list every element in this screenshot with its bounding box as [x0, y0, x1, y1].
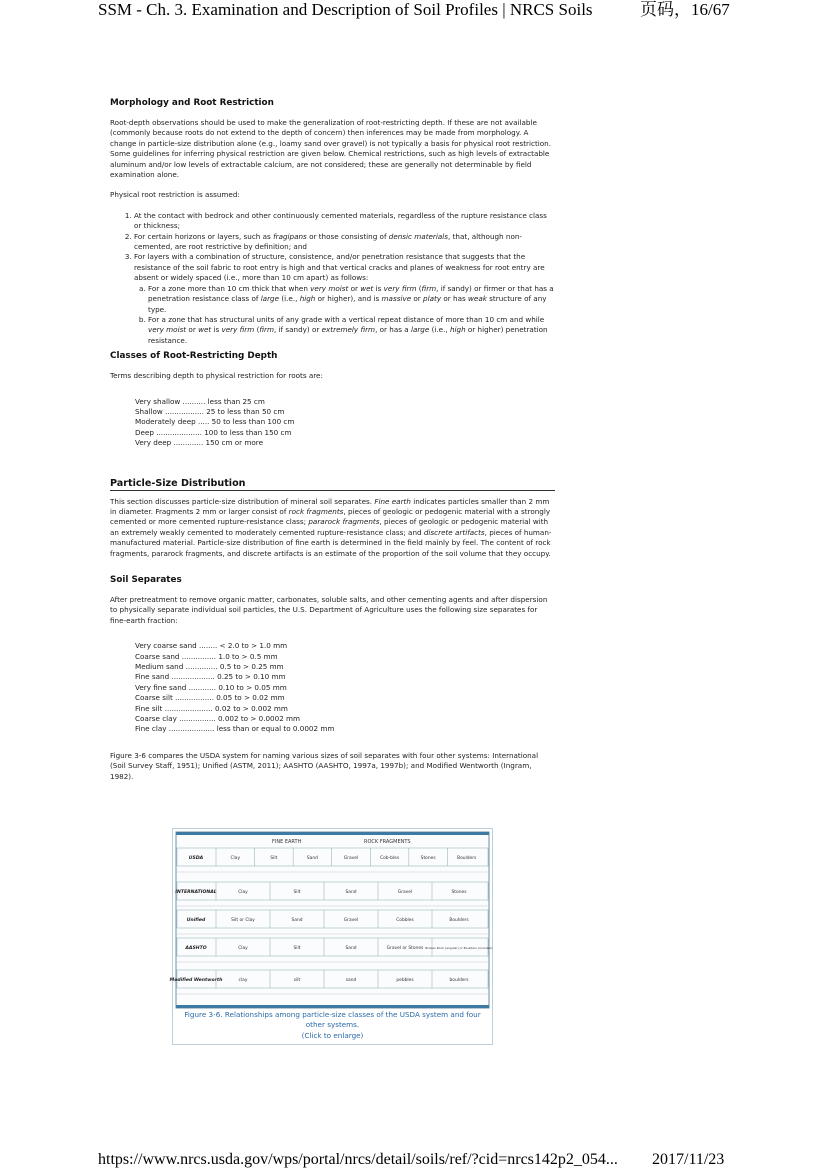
- chart-cell-label: Gravel: [343, 918, 359, 923]
- chart-cell-label: Silt: [293, 946, 301, 951]
- list-item: Shallow ................. 25 to less than 50 cm: [135, 406, 285, 416]
- list-item: Moderately deep ..... 50 to less than 100 cm: [135, 417, 295, 427]
- list-item: Coarse silt ................. 0.05 to > 0.02 mm: [135, 693, 285, 703]
- morphology-paragraph: Root-depth observations should be used to make the generalization of root-restricting depth. If these are not available (commonly because roots do not extend to the depth of concern) then inferences may be made from morphology. A change in particle-size distribution alone (e.g., loamy sand over gravel) is not typically a basis for physical root restriction. Some guidelines for inferring physical restriction are given below. Chemical restrictions, such as high levels of extractable aluminum and/or low levels of extractable calcium, are not considered; these are generally not determinable by field examination alone.: [110, 118, 551, 180]
- figure-caption: [173, 1010, 492, 1041]
- separates-list: [135, 641, 555, 735]
- chart-cell-label: Cob-bles: [380, 856, 400, 861]
- chart-cell-label: Sand: [345, 946, 357, 951]
- heading-classes: Classes of Root-Restricting Depth: [110, 351, 278, 362]
- list-item: 1. At the contact with bedrock and other continuously cemented materials, regardless of the rupture resistance class or thickness;: [134, 211, 555, 232]
- particle-size-paragraph: This section discusses particle-size distribution of mineral soil separates. Fine earth indicates particles smaller than 2 mm in diameter. Fragments 2 mm or larger consist of rock fragments, pieces of geologic or pedogenic material with a strongly cemented or more cemented rupture-resistance class; pararock fragments, pieces of geologic or pedogenic material with an extremely weakly cemented to moderately cemented rupture-resistance class; and discrete artifacts, pieces of human-manufactured material. Particle-size distribution of fine earth is determined in the field mainly by feel. The content of rock fragments, pararock fragments, and discrete artifacts is an estimate of the proportion of the soil volume that they occupy.: [110, 496, 552, 558]
- figure-reference-paragraph: Figure 3-6 compares the USDA system for naming various sizes of soil separates with four other systems: International (Soil Survey Staff, 1951); Unified (ASTM, 2011); AASHTO (AASHTO, 1997a, 1997b); and Modified Wentworth (Ingram, 1982).: [110, 750, 539, 781]
- page-number: 页码，16/67: [640, 0, 730, 19]
- chart-cell-label: Gravel or Stones: [386, 946, 424, 951]
- chart-top-label: FINE EARTH: [272, 839, 302, 845]
- chart-cell-label: Silt: [293, 890, 301, 895]
- article-content: [110, 97, 555, 782]
- click-to-enlarge-link[interactable]: (Click to enlarge): [301, 1030, 364, 1040]
- heading-morphology: Morphology and Root Restriction: [110, 98, 274, 108]
- heading-soil-separates: Soil Separates: [110, 575, 182, 585]
- particle-size-chart-image[interactable]: [169, 832, 493, 1008]
- sub-list: [134, 284, 555, 346]
- list-item: Fine silt ..................... 0.02 to > 0.002 mm: [135, 703, 288, 713]
- list-item: Medium sand .............. 0.5 to > 0.25 mm: [135, 662, 284, 672]
- page-footer-date: 2017/11/23: [652, 1151, 725, 1168]
- page-footer-url: https://www.nrcs.usda.gov/wps/portal/nrcs/detail/soils/ref/?cid=nrcs142p2_054...: [98, 1151, 618, 1168]
- chart-cell-label: Silt: [270, 856, 278, 861]
- chart-cell-label: Boulders: [457, 856, 477, 861]
- separates-paragraph: After pretreatment to remove organic matter, carbonates, soluble salts, and other cementing agents and after dispersion to physically separate individual soil particles, the U.S. Department of Agriculture uses the following size separates for fine-earth fraction:: [110, 595, 548, 625]
- chart-row-label: Modified Wentworth: [169, 978, 223, 983]
- caption-line: Figure 3-6. Relationships among particle-size classes of the USDA system and four: [184, 1010, 481, 1019]
- caption-line: other systems.: [305, 1020, 360, 1030]
- list-item: Very shallow .......... less than 25 cm: [135, 396, 265, 406]
- chart-cell-label: Silt or Clay: [231, 918, 255, 923]
- chart-cell-label: Clay: [230, 856, 241, 861]
- chart-cell-label: Broken Rock (angular) or Boulders (rounded): [425, 946, 493, 950]
- chart-row-label: INTERNATIONAL: [175, 890, 217, 895]
- chart-cell-label: sand: [345, 978, 357, 983]
- list-item: 3. For layers with a combination of structure, consistence, and/or penetration resistance that suggests that the resistance of the soil fabric to root entry is high and that vertical cracks and planes of weakness for root entry are absent or widely spaced (i.e., more than 10 cm apart) as follows: a. For a zone more than 10 cm thick that when very moist or wet is very firm (firm, if sandy) or firmer or that has a penetration resistance class of large (i.e., high or higher), and is massive or platy or has weak structure of any type. b. For a zone that has structural units of any grade with a vertical repeat distance of more than 10 cm and while very moist or wet is very firm (firm, if sandy) or extremely firm, or has a large (i.e., high or higher) penetration resistance.: [134, 252, 555, 346]
- classes-intro: Terms describing depth to physical restriction for roots are:: [110, 371, 323, 381]
- chart-cell-label: Boulders: [449, 918, 469, 923]
- root-restriction-intro: Physical root restriction is assumed:: [110, 190, 240, 200]
- heading-particle-size: Particle-Size Distribution: [110, 478, 555, 491]
- chart-cell-label: pebbles: [396, 978, 414, 983]
- figure-3-6[interactable]: [169, 828, 493, 1045]
- root-restriction-list: [110, 211, 555, 346]
- chart-cell-label: Stones: [420, 856, 436, 861]
- chart-cell-label: Cobbles: [396, 918, 414, 923]
- list-item: Coarse clay ................ 0.002 to > 0.0002 mm: [135, 714, 301, 724]
- chart-cell-label: Gravel: [397, 890, 413, 895]
- page-header-title: SSM - Ch. 3. Examination and Description of Soil Profiles | NRCS Soils: [98, 0, 593, 19]
- chart-cell-label: silt: [293, 978, 301, 983]
- chart-top-label: ROCK FRAGMENTS: [364, 839, 411, 845]
- chart-cell-label: boulders: [449, 978, 469, 983]
- list-item: Very deep ............. 150 cm or more: [135, 438, 264, 448]
- chart-cell-label: Sand: [291, 918, 303, 923]
- chart-cell-label: Gravel: [343, 856, 359, 861]
- chart-cell-label: Clay: [238, 946, 248, 951]
- chart-row-label: Unified: [186, 918, 206, 923]
- depth-class-list: [135, 397, 555, 449]
- chart-row-label: USDA: [188, 856, 204, 861]
- chart-cell-label: Sand: [306, 856, 318, 861]
- list-item: 2. For certain horizons or layers, such as fragipans or those consisting of densic materials, that, although non-cemented, are root restrictive by definition; and: [134, 232, 555, 253]
- list-item: Fine clay .................... less than or equal to 0.0002 mm: [135, 724, 335, 734]
- list-item: Coarse sand ............... 1.0 to > 0.5 mm: [135, 651, 278, 661]
- sub-list-item: a. For a zone more than 10 cm thick that when very moist or wet is very firm (firm, if sandy) or firmer or that has a penetration resistance class of large (i.e., high or higher), and is massive or platy or has weak structure of any type.: [148, 284, 555, 315]
- chart-cell-label: Sand: [345, 890, 357, 895]
- chart-cell-label: Clay: [238, 890, 248, 895]
- list-item: Deep .................... 100 to less than 150 cm: [135, 427, 292, 437]
- sub-list-item: b. For a zone that has structural units of any grade with a vertical repeat distance of more than 10 cm and while very moist or wet is very firm (firm, if sandy) or extremely firm, or has a large (i.e., high or higher) penetration resistance.: [148, 315, 555, 346]
- list-item: Fine sand ................... 0.25 to > 0.10 mm: [135, 672, 286, 682]
- chart-cell-label: clay: [238, 978, 248, 983]
- chart-row-label: AASHTO: [185, 946, 207, 951]
- list-item: Very fine sand ............ 0.10 to > 0.05 mm: [135, 682, 287, 692]
- list-item: Very coarse sand ........ < 2.0 to > 1.0 mm: [135, 641, 288, 651]
- chart-cell-label: Stones: [451, 890, 467, 895]
